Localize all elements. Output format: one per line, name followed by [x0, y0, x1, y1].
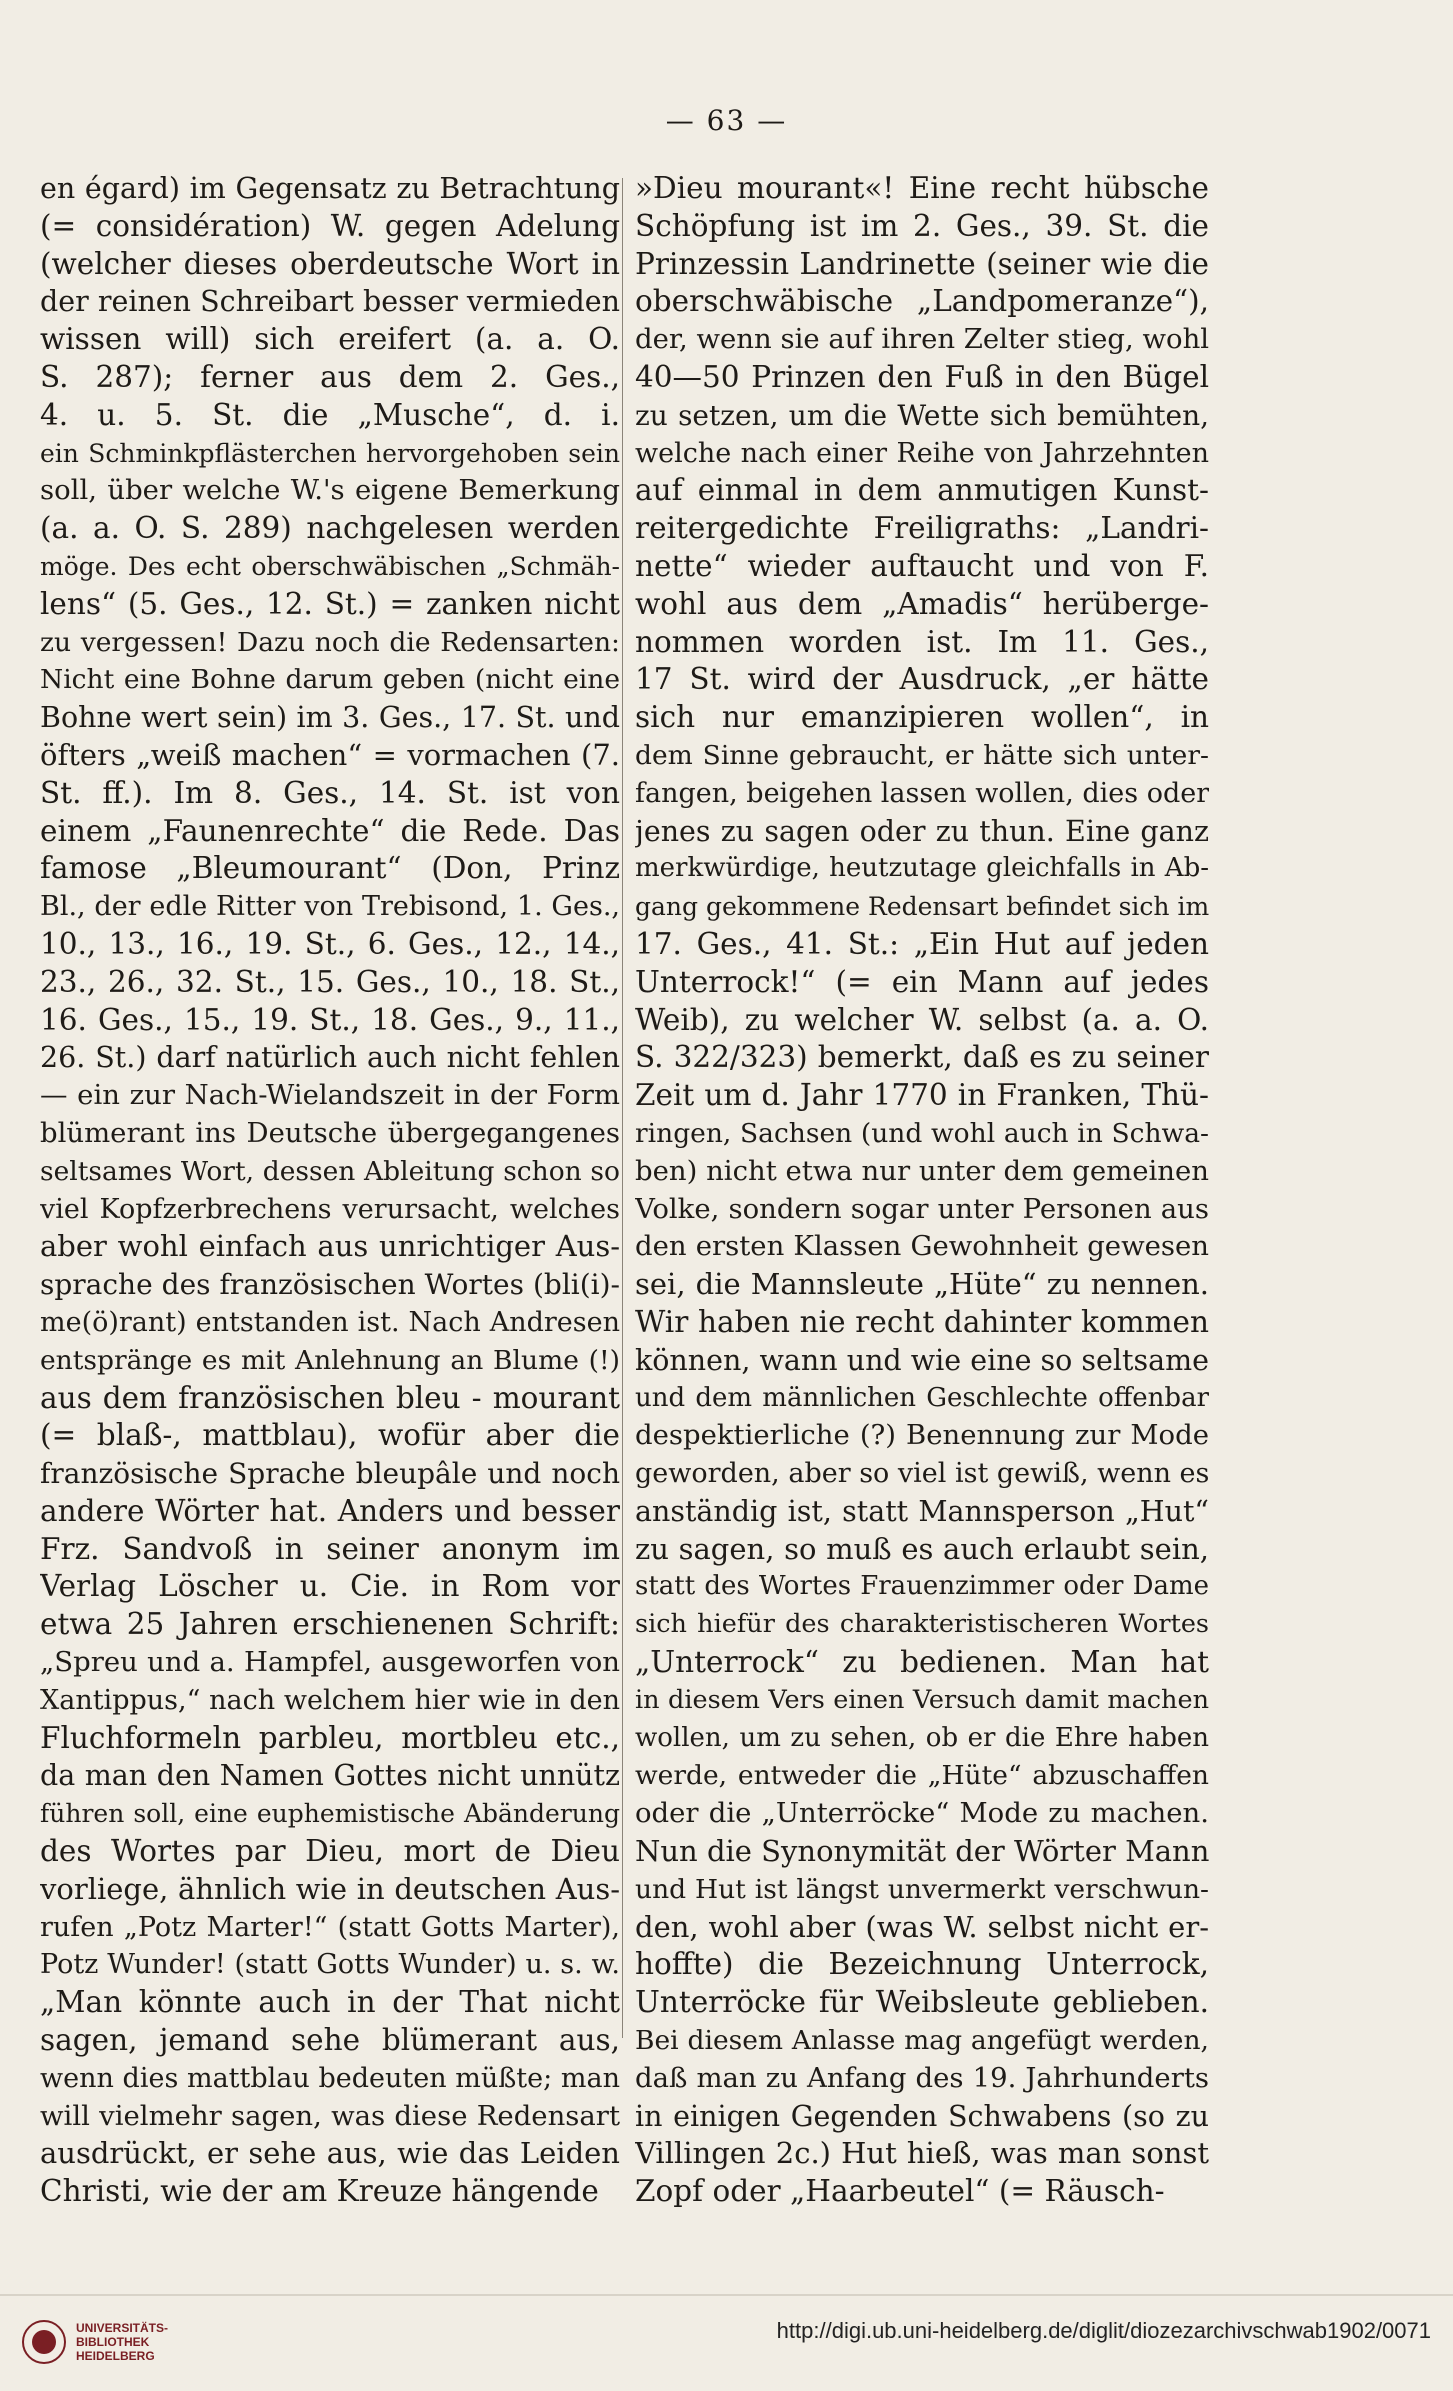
text-line: reitergedichte Freiligraths: „Landri- [635, 511, 1209, 546]
logo-line: UNIVERSITÄTS- [76, 2321, 169, 2335]
text-line: dem Sinne gebraucht, er hätte sich unter- [635, 739, 1209, 771]
text-line: einem „Faunenrechte“ die Rede. Das [40, 813, 620, 848]
text-line: Schöpfung ist im 2. Ges., 39. St. die [635, 208, 1209, 243]
text-line: daß man zu Anfang des 19. Jahrhunderts [635, 2061, 1209, 2094]
text-line: Xantippus,“ nach welchem hier wie in den [40, 1684, 620, 1716]
logo-line: BIBLIOTHEK [76, 2335, 150, 2349]
text-line: der, wenn sie auf ihren Zelter stieg, wohl [635, 323, 1209, 356]
university-seal-icon [22, 2320, 66, 2364]
text-line: zu vergessen! Dazu noch die Redensarten: [40, 626, 620, 658]
text-line: Potz Wunder! (statt Gotts Wunder) u. s. w. [40, 1949, 620, 1981]
text-line: statt des Wortes Frauenzimmer oder Dame [635, 1571, 1209, 1602]
text-line: da man den Namen Gottes nicht unnütz [40, 1759, 620, 1793]
text-line: (a. a. O. S. 289) nachgelesen werden [40, 511, 620, 546]
text-line: 26. St.) darf natürlich auch nicht fehlen [40, 1041, 620, 1075]
text-line: Fluchformeln parbleu, mortbleu etc., [40, 1720, 620, 1755]
text-line: nette“ wieder auftaucht und von F. [635, 548, 1209, 583]
text-line: entspränge es mit Anlehnung an Blume (!) [40, 1344, 620, 1376]
text-line: 10., 13., 16., 19. St., 6. Ges., 12., 14., [40, 926, 620, 961]
text-line: soll, über welche W.'s eigene Bemerkung [40, 474, 620, 507]
text-line: Villingen 2c.) Hut hieß, was man sonst [635, 2136, 1209, 2171]
text-line: »Dieu mourant«! Eine recht hübsche [635, 171, 1209, 205]
footer-divider [0, 2294, 1453, 2296]
text-line: aus dem französischen bleu - mourant [40, 1380, 620, 1415]
text-line: St. ff.). Im 8. Ges., 14. St. ist von [40, 775, 620, 810]
text-line: despektierliche (?) Benennung zur Mode [635, 1419, 1209, 1452]
text-line: „Unterrock“ zu bedienen. Man hat [635, 1645, 1209, 1680]
text-line: rufen „Potz Marter!“ (statt Gotts Marter), [40, 1911, 620, 1943]
text-line: werde, entweder die „Hüte“ abzuschaffen [635, 1760, 1209, 1792]
text-line: jenes zu sagen oder zu thun. Eine ganz [635, 814, 1209, 848]
text-line: ben) nicht etwa nur unter dem gemeinen [635, 1154, 1209, 1187]
text-line: 17. Ges., 41. St.: „Ein Hut auf jeden [635, 926, 1209, 961]
left-column [40, 170, 620, 2211]
page-number: — 63 — [665, 104, 788, 137]
text-line: möge. Des echt oberschwäbischen „Schmäh- [40, 551, 620, 581]
text-line: anständig ist, statt Mannsperson „Hut“ [635, 1494, 1209, 1528]
text-line: in diesem Vers einen Versuch damit machen [635, 1684, 1209, 1715]
text-line: Nicht eine Bohne darum geben (nicht eine [40, 664, 620, 696]
text-line: 16. Ges., 15., 19. St., 18. Ges., 9., 11., [40, 1002, 620, 1037]
text-line: Bohne wert sein) im 3. Ges., 17. St. und [40, 701, 620, 735]
text-line: viel Kopfzerbrechens verursacht, welches [40, 1193, 620, 1225]
text-line: lens“ (5. Ges., 12. St.) = zanken nicht [40, 586, 620, 621]
text-line: und Hut ist längst unvermerkt verschwun- [635, 1873, 1209, 1905]
text-line: Wir haben nie recht dahinter kommen [635, 1304, 1209, 1339]
text-line: welche nach einer Reihe von Jahrzehnten [635, 437, 1209, 469]
text-line: französische Sprache bleupâle und noch [40, 1457, 620, 1491]
text-line: des Wortes par Dieu, mort de Dieu [40, 1834, 620, 1869]
text-line: Weib), zu welcher W. selbst (a. a. O. [635, 1002, 1209, 1037]
text-line: will vielmehr sagen, was diese Redensart [40, 2099, 620, 2132]
text-line: hoffte) die Bezeichnung Unterrock, [635, 1947, 1209, 1982]
text-line: in einigen Gegenden Schwabens (so zu [635, 2099, 1209, 2133]
text-line: Nun die Synonymität der Wörter Mann [635, 1834, 1209, 1869]
text-line: „Spreu und a. Hampfel, ausgeworfen von [40, 1646, 620, 1679]
text-line: seltsames Wort, dessen Ableitung schon so [40, 1155, 620, 1187]
text-line: ausdrückt, er sehe aus, wie das Leiden [40, 2136, 620, 2171]
text-line: famose „Bleumourant“ (Don, Prinz [40, 851, 620, 886]
text-line: vorliege, ähnlich wie in deutschen Aus- [40, 1871, 620, 1906]
text-line: aber wohl einfach aus unrichtiger Aus- [40, 1229, 620, 1264]
text-line: andere Wörter hat. Anders und besser [40, 1493, 620, 1528]
text-line: sprache des französischen Wortes (bli(i)- [40, 1268, 620, 1302]
text-line: Bl., der edle Ritter von Trebisond, 1. Ges., [40, 891, 620, 923]
text-line: wollen, um zu sehen, ob er die Ehre haben [635, 1722, 1209, 1753]
text-line: fangen, beigehen lassen wollen, dies oder [635, 777, 1209, 809]
text-line: gang gekommene Redensart befindet sich im [635, 892, 1209, 922]
source-url-link[interactable]: http://digi.ub.uni-heidelberg.de/diglit/diozezarchivschwab1902/0071 [776, 2318, 1431, 2343]
text-line: (welcher dieses oberdeutsche Wort in [40, 246, 620, 281]
text-line: etwa 25 Jahren erschienenen Schrift: [40, 1607, 620, 1642]
text-line: (= considération) W. gegen Adelung [40, 208, 620, 243]
text-line: sich nur emanzipieren wollen“, in [635, 700, 1209, 735]
text-line: sich hiefür des charakteristischeren Wortes [635, 1609, 1209, 1640]
logo-line: HEIDELBERG [76, 2349, 155, 2363]
text-line: den, wohl aber (was W. selbst nicht er- [635, 1909, 1209, 1944]
text-line: zu setzen, um die Wette sich bemühten, [635, 398, 1209, 432]
text-line: Bei diesem Anlasse mag angefügt werden, [635, 2025, 1209, 2057]
text-line: und dem männlichen Geschlechte offenbar [635, 1382, 1209, 1413]
text-line: (= blaß-, mattblau), wofür aber die [40, 1418, 620, 1453]
text-line: der reinen Schreibart besser vermieden [40, 285, 620, 319]
text-line: ringen, Sachsen (und wohl auch in Schwa- [635, 1117, 1209, 1149]
library-logo-text [76, 2321, 168, 2363]
text-line: oder die „Unterröcke“ Mode zu machen. [635, 1797, 1209, 1830]
text-line: ein Schminkpflästerchen hervorgehoben sein [40, 438, 620, 468]
text-line: en égard) im Gegensatz zu Betrachtung [40, 172, 620, 205]
text-line: wohl aus dem „Amadis“ herüberge- [635, 586, 1209, 621]
text-line: zu sagen, so muß es auch erlaubt sein, [635, 1531, 1209, 1566]
text-line: Christi, wie der am Kreuze hängende [40, 2174, 599, 2209]
text-line: Zeit um d. Jahr 1770 in Franken, Thü- [635, 1078, 1209, 1113]
text-line: auf einmal in dem anmutigen Kunst- [635, 473, 1209, 508]
text-line: 17 St. wird der Ausdruck, „er hätte [635, 662, 1209, 697]
text-line: Prinzessin Landrinette (seiner wie die [635, 246, 1209, 281]
text-line: Unterröcke für Weibsleute geblieben. [635, 1985, 1209, 2020]
text-line: den ersten Klassen Gewohnheit gewesen [635, 1230, 1209, 1263]
text-line: öfters „weiß machen“ = vormachen (7. [40, 737, 620, 772]
text-line: S. 287); ferner aus dem 2. Ges., [40, 359, 620, 394]
text-line: S. 322/323) bemerkt, daß es zu seiner [635, 1040, 1209, 1075]
text-line: Zopf oder „Haarbeutel“ (= Räusch- [635, 2174, 1165, 2209]
library-logo[interactable] [22, 2320, 168, 2364]
text-line: sei, die Mannsleute „Hüte“ zu nennen. [635, 1267, 1209, 1302]
text-line: Frz. Sandvoß in seiner anonym im [40, 1531, 620, 1566]
text-line: me(ö)rant) entstanden ist. Nach Andresen [40, 1306, 620, 1338]
right-column [635, 170, 1209, 2211]
text-line: blümerant ins Deutsche übergegangenes [40, 1116, 620, 1149]
text-line: merkwürdige, heutzutage gleichfalls in Ab- [635, 853, 1209, 884]
text-line: wenn dies mattblau bedeuten müßte; man [40, 2062, 620, 2094]
text-line: nommen worden ist. Im 11. Ges., [635, 624, 1209, 659]
text-line: „Man könnte auch in der That nicht [40, 1985, 620, 2020]
text-line: führen soll, eine euphemistische Abänderung [40, 1799, 620, 1829]
text-line: sagen, jemand sehe blümerant aus, [40, 2023, 620, 2058]
column-divider [622, 178, 623, 2038]
text-line: 23., 26., 32. St., 15. Ges., 10., 18. St., [40, 964, 620, 999]
text-line: 40—50 Prinzen den Fuß in den Bügel [635, 359, 1209, 394]
text-line: können, wann und wie eine so seltsame [635, 1343, 1209, 1377]
text-line: oberschwäbische „Landpomeranze“), [635, 284, 1209, 319]
text-line: Verlag Löscher u. Cie. in Rom vor [40, 1569, 620, 1604]
text-line: wissen will) sich ereifert (a. a. O. [40, 322, 620, 357]
text-line: 4. u. 5. St. die „Musche“, d. i. [40, 397, 620, 432]
text-line: geworden, aber so viel ist gewiß, wenn es [635, 1458, 1209, 1490]
text-line: Volke, sondern sogar unter Personen aus [635, 1192, 1209, 1225]
text-line: — ein zur Nach-Wielandszeit in der Form [40, 1079, 620, 1112]
text-line: Unterrock!“ (= ein Mann auf jedes [635, 964, 1209, 999]
